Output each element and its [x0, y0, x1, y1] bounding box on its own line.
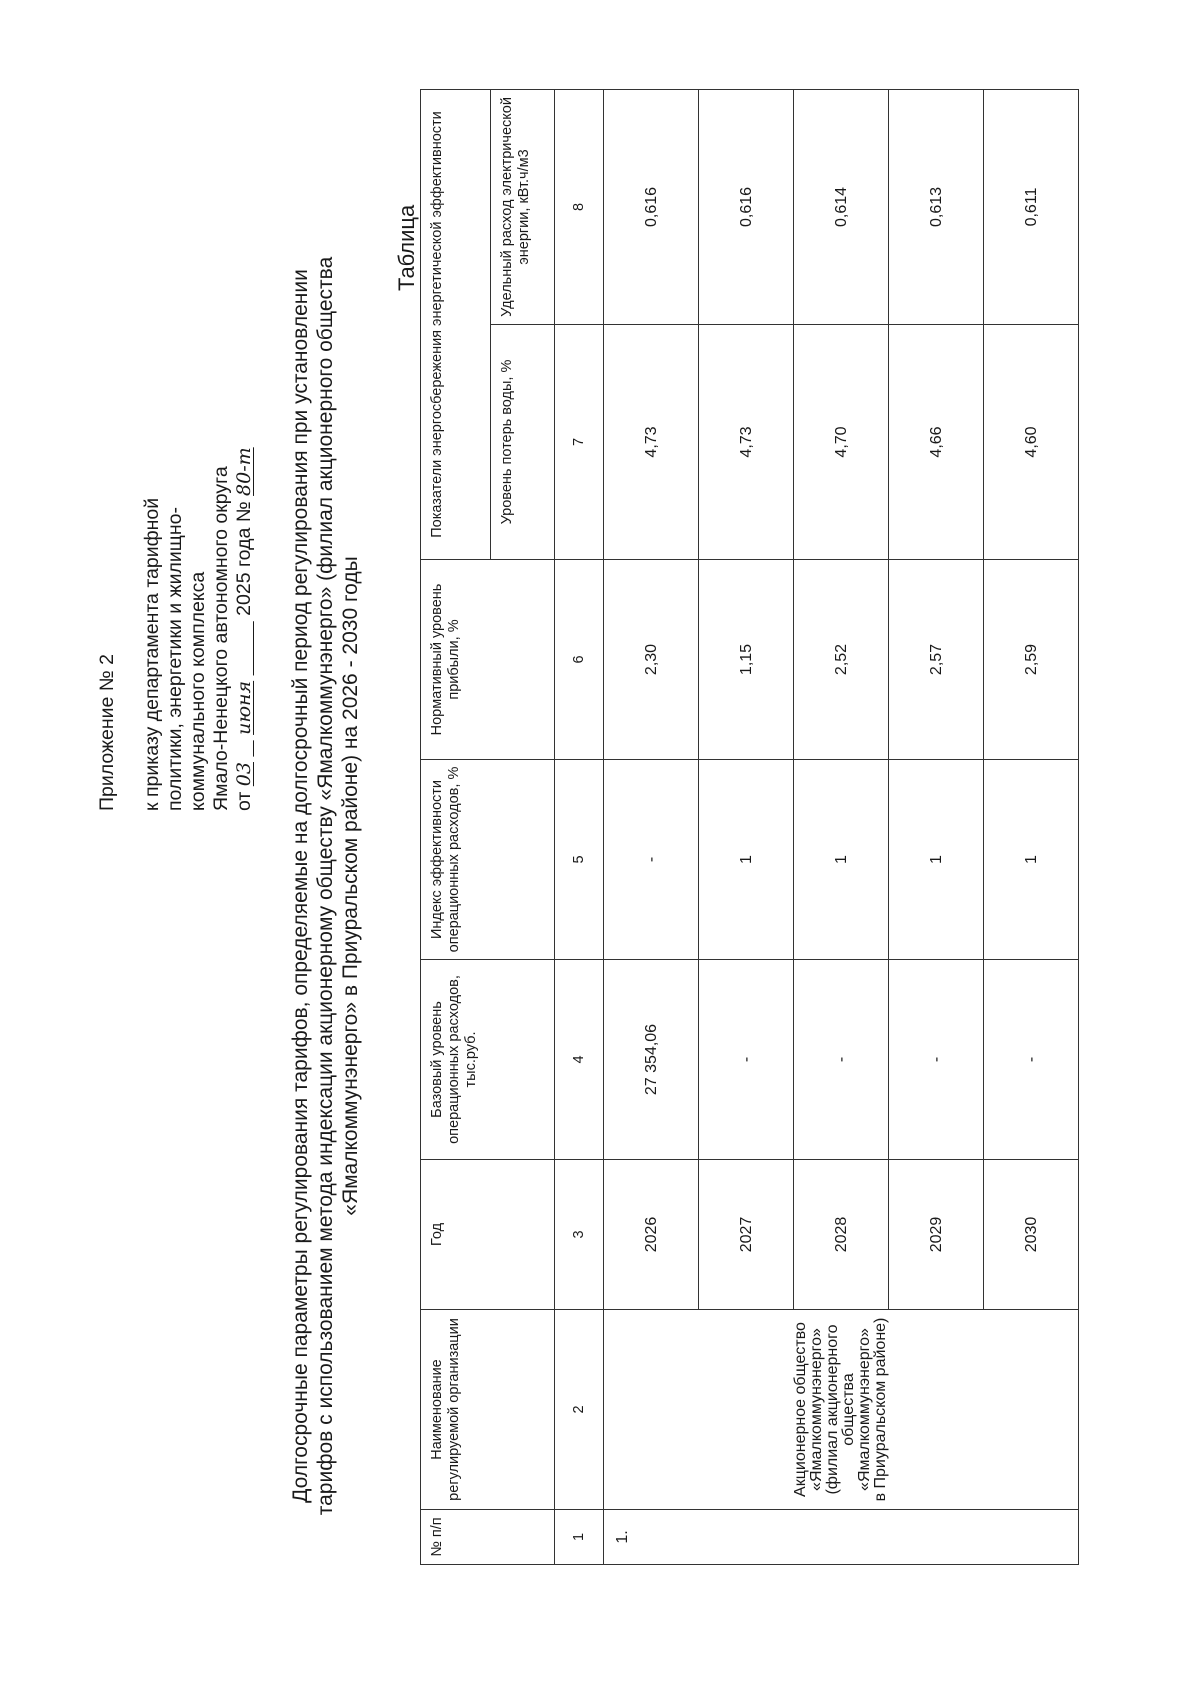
organization-name	[604, 1310, 1079, 1510]
cell-profit-level: 2,52	[794, 560, 889, 760]
cell-profit-level: 2,57	[889, 560, 984, 760]
cell-water-loss: 4,70	[794, 325, 889, 560]
cell-base-costs: -	[889, 960, 984, 1160]
column-number: 7	[555, 325, 604, 560]
document-title-line: Долгосрочные параметры регулирования тарифов, определяемые на долгосрочный период регулирования при установлении	[289, 269, 312, 1503]
row-number: 1.	[604, 1510, 1079, 1565]
table-label: Таблица	[394, 204, 419, 291]
column-number: 2	[555, 1310, 604, 1510]
cell-water-loss: 4,73	[604, 325, 699, 560]
cell-water-loss: 4,73	[699, 325, 794, 560]
column-number-row	[555, 89, 604, 1564]
order-number: 80-т	[233, 447, 255, 496]
column-number: 8	[555, 89, 604, 324]
header-year: Год	[421, 1160, 555, 1310]
cell-efficiency-index: 1	[699, 760, 794, 960]
org-name-line: «Ямалкоммунэнерго»	[808, 1328, 825, 1491]
header-electricity: Удельный расход электрической энергии, кВт.ч/м3	[491, 89, 555, 324]
cell-efficiency-index: -	[604, 760, 699, 960]
cell-electricity: 0,613	[889, 89, 984, 324]
org-name-line: общества	[840, 1373, 857, 1446]
cell-base-costs: 27 354,06	[604, 960, 699, 1160]
column-number: 5	[555, 760, 604, 960]
cell-efficiency-index: 1	[889, 760, 984, 960]
appendix-line: к приказу департамента тарифной	[141, 497, 163, 811]
org-name-line: (филиал акционерного	[824, 1324, 841, 1495]
org-name-line: в Приуральском районе)	[872, 1317, 889, 1502]
appendix-title: Приложение № 2	[96, 654, 118, 811]
cell-base-costs: -	[984, 960, 1079, 1160]
header-profit-level: Нормативный уровень прибыли, %	[421, 560, 555, 760]
cell-profit-level: 2,30	[604, 560, 699, 760]
column-number: 3	[555, 1160, 604, 1310]
cell-year: 2030	[984, 1160, 1079, 1310]
appendix-block	[96, 251, 256, 811]
column-number: 6	[555, 560, 604, 760]
order-month: июня	[233, 680, 255, 735]
cell-year: 2027	[699, 1160, 794, 1310]
document-title-line: «Ямалкоммунэнерго» в Приуральском районе) на 2026 - 2030 годы	[339, 556, 362, 1216]
order-year: 2025 года №	[233, 501, 255, 616]
header-efficiency-index: Индекс эффективности операционных расходов, %	[421, 760, 555, 960]
appendix-order-reference	[141, 251, 256, 811]
cell-efficiency-index: 1	[984, 760, 1079, 960]
column-number: 4	[555, 960, 604, 1160]
header-base-costs: Базовый уровень операционных расходов, тыс.руб.	[421, 960, 555, 1160]
cell-water-loss: 4,66	[889, 325, 984, 560]
appendix-line: Ямало-Ненецкого автономного округа	[210, 466, 232, 811]
cell-efficiency-index: 1	[794, 760, 889, 960]
appendix-line: политики, энергетики и жилищно-	[164, 507, 186, 811]
cell-electricity: 0,616	[604, 89, 699, 324]
org-name-line: «Ямалкоммунэнерго»	[856, 1328, 873, 1491]
header-energy-group: Показатели энергосбережения энергетической эффективности	[421, 89, 491, 559]
header-org: Наименование регулируемой организации	[421, 1310, 555, 1510]
from-prefix: от	[233, 791, 255, 811]
header-row	[421, 89, 491, 1564]
document-title-line: тарифов с использованием метода индексации акционерному обществу «Ямалкоммунэнерго» (филиал акционерного общества	[314, 256, 337, 1516]
parameters-table	[420, 89, 1079, 1565]
cell-base-costs: -	[794, 960, 889, 1160]
cell-profit-level: 1,15	[699, 560, 794, 760]
order-day: 03	[233, 762, 255, 787]
appendix-date-line	[233, 251, 256, 811]
cell-year: 2028	[794, 1160, 889, 1310]
cell-electricity: 0,611	[984, 89, 1079, 324]
header-num: № п/п	[421, 1510, 555, 1565]
cell-year: 2026	[604, 1160, 699, 1310]
column-number: 1	[555, 1510, 604, 1565]
header-water-loss: Уровень потерь воды, %	[491, 325, 555, 560]
org-name-line: Акционерное общество	[792, 1322, 809, 1497]
cell-profit-level: 2,59	[984, 560, 1079, 760]
appendix-line: коммунального комплекса	[187, 571, 209, 811]
cell-electricity: 0,614	[794, 89, 889, 324]
table-row	[604, 89, 699, 1564]
cell-electricity: 0,616	[699, 89, 794, 324]
cell-year: 2029	[889, 1160, 984, 1310]
cell-base-costs: -	[699, 960, 794, 1160]
cell-water-loss: 4,60	[984, 325, 1079, 560]
document-title	[288, 211, 363, 1561]
